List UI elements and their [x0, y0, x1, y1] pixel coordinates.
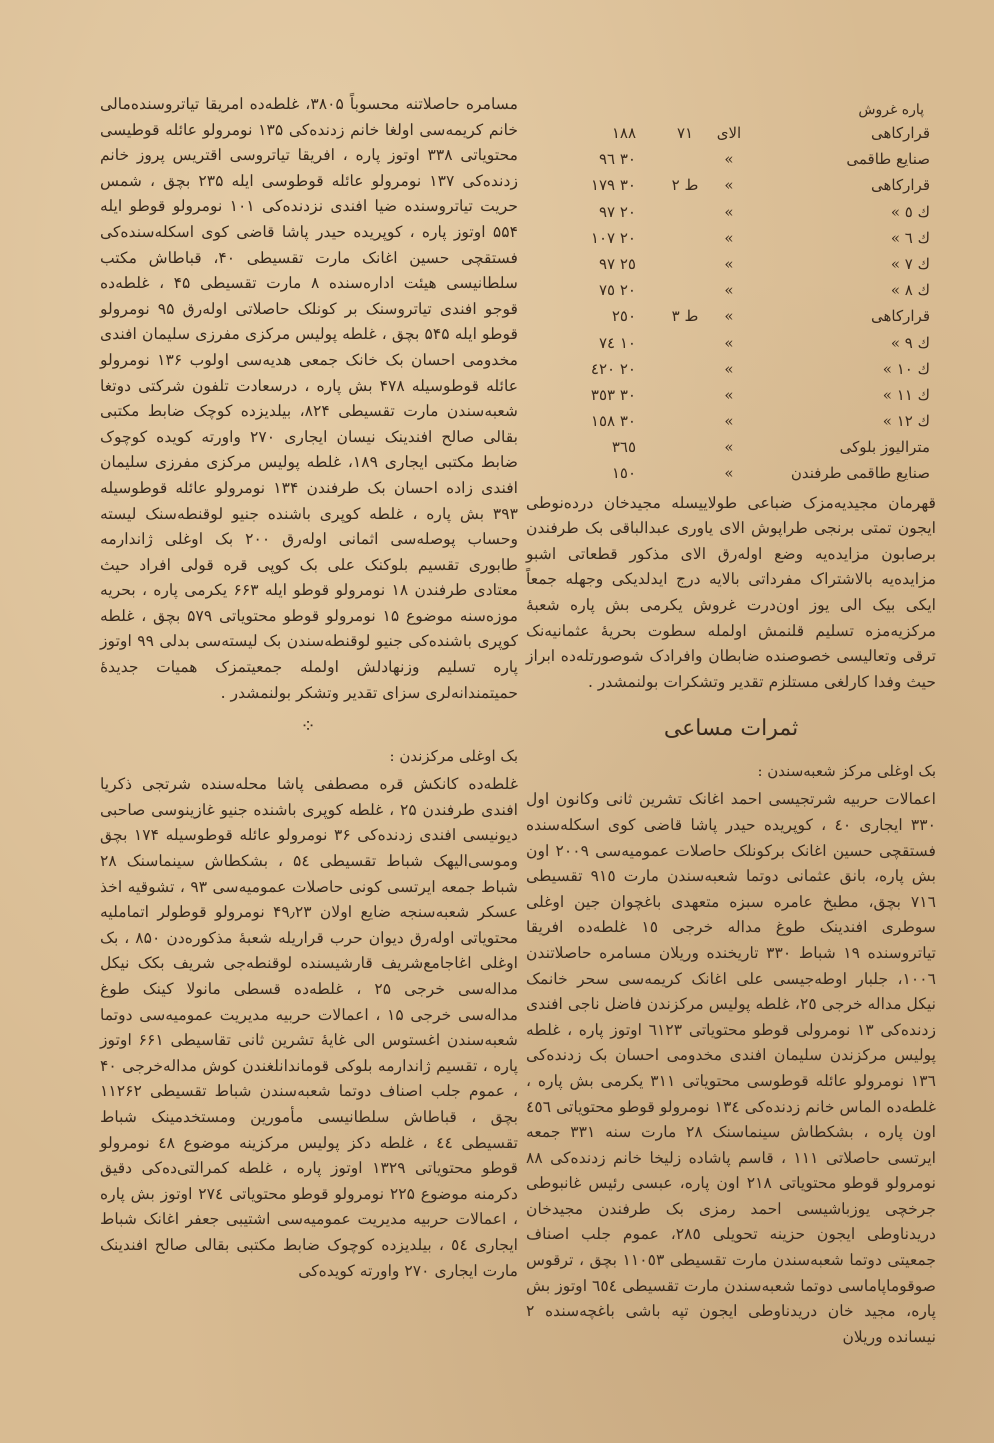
row-desc: ك ٥ » [890, 202, 930, 221]
row-mark: » [724, 307, 734, 326]
row-desc: صنایع طاقمی [846, 150, 930, 169]
table-row [526, 229, 936, 255]
row-mark: » [724, 228, 734, 247]
right-column [526, 100, 936, 1350]
table-header: پاره غروش [858, 102, 924, 118]
row-amount: ۳۰ ۱٥۸ [590, 412, 636, 431]
row-mark: » [724, 359, 734, 378]
right-paragraph-1: قهرمان مجیدیه‌مزک ضباعی طولاییسله مجیدخان دردەنوطی ایجون تمتی برنجی طراپوش الای یاوری عبدالباقی بک طرفندن برصابون مزایده‌یه وضع اوله‌رق الای مذکور قطعاتی اشبو مزایده‌یه بالاشتراک مفرداتی بالایه درج ایدلدیکی وجهله جمعاً ایکی بیک الی یوز اون‌درت غروش یکرمی بش پاره شعبۀ مرکزیه‌مزه تسلیم قلنمش اولمله سطوت بحریۀ عثمانیه‌نک ترقی وتعالیسی خصوصنده ضابطان وافرادک شوصورتله‌ده ابراز حیث وفدا کارلغی مستلزم تقدیر وتشکرات بولنمشدر . [526, 493, 936, 691]
row-amount: ۲۰ ۹۷ [598, 202, 636, 221]
left-paragraph-1: مسامره حاصلاتنه محسوباً ۳۸۰۵، غلطه‌ده امریقا تیاتروسنده‌مالی خانم کریمه‌سی اولغا خانم زدنده‌کی ۱۳۵ نومرولو عائله قوطیسی محتویاتی ۳۳۸ اوتوز پاره ، افریقا تیاتروسی اقتریس پروز خانم زدنده‌کی ۱۳۷ نومرولو عائله قوطوسی ایله ۲۳۵ بچق ، شمس حریت تیاتروسنده ضیا افندی نزدنده‌کی ۱۰۱ نومرولو قوطو ایله ۵۵۴ اوتوز پاره ، کوپریده حیدر پاشا قاضی کوی اسکله‌سنده‌کی فستقچی حسین اغانک مارت تقسیطی ۴۰، قباطاش مکتب سلطانیسی هیئت اداره‌سنده ۸ مارت تقسیطی ۴۵ ، غلطه‌ده قوجو افندی تیاتروسنک بر کونلک حاصلاتی اوله‌رق ۹۵ نومرولو قوطو ایله ۵۴۵ بچق ، غلطه پولیس مرکزی مفرزی سلیمان افندی مخدومی احسان بک خانک جمعی هدیه‌سی اولوب ۱۳۶ نومرولو عائله قوطوسیله ۴۷۸ بش پاره ، درسعادت تلفون شرکتی دوتغا شعبه‌سندن مارت تقسیطی ۸۲۴، بیلدیزده کوچک ضابط مکتبی بقالی صالح افندینک نیسان ایجاری ۲۷۰ واورته کویده کوچوک ضابط مکتبی ایجاری ۱۸۹، غلطه پولیس مرکزی مفرزی سلیمان افندی زاده احسان بک طرفندن ۱۳۴ نومرولو عائله قوطوسیله ۳۹۳ بش پاره ، غلطه کوپری باشنده جنیو لوقنطه‌سنک لیسته وحساب پوصله‌سی اثمانی اوله‌رق ۲۰۰ بک اوغلی ژاندارمه طابوری تقسیم بلوکنک علی بک کوپی قره قولی افراد حیث معتادی طرفندن ۱۸ نومرولو قوطو ایله ۶۶۳ یکرمی پاره ، بحریه موزه‌سنه موضوع ۱۵ نومرولو قوطو محتویاتی ۵۷۹ بچق ، غلطه کوپری باشنده‌کی جنیو لوقنطه‌سندن بک لیسته‌سی بدلی ۹۹ اوتوز پاره تسلیم وزنهادلش اولمله جمعیتمزک همیات جدیدۀ حمیتمندانه‌لری سزای تقدیر وتشکر بولنمشدر . [100, 95, 519, 702]
row-mark: » [724, 150, 734, 169]
row-qty: ۷۱ [676, 124, 694, 142]
section-title: ثمرات مساعی [663, 716, 799, 742]
table-row [526, 386, 936, 412]
row-desc: ك ۱۲ » [882, 412, 930, 431]
row-amount: ۳۰ ۳٥۳ [590, 385, 636, 404]
row-amount: ۱٥۰ [611, 464, 636, 483]
table-row [526, 307, 936, 333]
table-row [526, 150, 936, 176]
row-amount: ۱۸۸ [611, 124, 636, 142]
table-row [526, 334, 936, 360]
table-row [526, 255, 936, 281]
row-mark: » [724, 281, 734, 300]
row-desc: ك ۹ » [890, 333, 930, 352]
row-desc: صنایع طاقمی طرفندن [790, 464, 930, 483]
row-mark: » [724, 385, 734, 404]
row-desc: قرارکاهی [871, 124, 930, 142]
table-row [526, 464, 936, 490]
table-row [526, 412, 936, 438]
row-mark: » [724, 464, 734, 483]
table-row [526, 176, 936, 202]
row-mark: » [724, 176, 734, 195]
row-desc: مترالیوز بلوکی [839, 438, 930, 457]
row-amount: ۲٥۰ [611, 307, 636, 326]
row-mark: الای [716, 124, 742, 142]
row-amount: ۲٥ ۹۷ [598, 254, 636, 273]
section-ornament: ⁘ [300, 716, 318, 738]
row-amount: ۳۰ ۱۷۹ [590, 176, 636, 195]
table-row [526, 281, 936, 307]
row-mark: » [724, 438, 734, 457]
right-paragraph-2: اعمالات حربیه شرتجیسی احمد اغانک تشرین ثانی وکانون اول ۳۳۰ ایجاری ٤۰ ، کوپریده حیدر پاشا قاضی کوی اسکله‌سنده فستقچی حسین اغانک برکونلک حاصلات عمومیه‌سی ۲۰۰۹ اون بش پاره، بانق عثمانی دوتما شعبه‌سندن مارت ۹۱٥ تقسیطی ۷۱٦ بچق، مطبخ عامره سبزه متعهدی باغچوان جین اوغلی سوطری افندینک طوغ مداله خرجی ۱٥ غلطه‌ده افریقا تیاتروسنده ۱۹ شباط ۳۳۰ تاریخنده وریلان مسامره حاصلاتندن ۱۰۰٦، جلبار اوطه‌جیسی علی اغانک کریمه‌سی سحر خانمک نیکل مداله خرجی ۲٥، غلطه پولیس مرکزندن فاضل ناجی افندی زدنده‌کی ۱۳ نومرولی قوطو محتویاتی ٦۱۲۳ اوتوز پاره ، غلطه پولیس مرکزندن سلیمان افندی مخدومی احسان بک زدنده‌کی ۱۳٦ نومرولو عائله قوطوسی محتویاتی ۳۱۱ یکرمی بش پاره ، غلطه‌ده الماس خانم زدنده‌کی ۱۳٤ نومرولو قوطو محتویاتی ٤٥٦ اون پاره ، بشکطاش سینماسنک ۲۸ مارت سنه ۳۳۱ جمعه ایرتسی حاصلاتی ۱۱۱ ، قاسم پاشاده زلیخا خانم زدنده‌کی ۸۸ نومرولو قوطو محتویاتی ۲۱۸ اون پاره، عبسی رئیس غانبوطی جرخچی یوزباشیسی احمد رمزی بک طرفندن مجیدخان دریدناوطی ایجون حزینه تحویلی ۲۸٥، عموم جلب اصناف جمعیتی دوتما شعبه‌سندن مارت تقسیطی ۱۱۰٥۳ بچق ، ترقوس صوقوماپاماسی دوتما شعبه‌سندن مارت تقسیطی ٦٥٤ اوتوز بش پاره، مجید خان دریدناوطی ایجون تپه باشی باغچه‌سنده ۲ نیسانده وریلان [526, 790, 937, 1346]
row-mark: » [724, 202, 734, 221]
table-row [526, 203, 936, 229]
left-column [100, 92, 518, 1284]
row-desc: قرارکاهی [871, 307, 930, 326]
row-qty: ط ۳ [671, 307, 699, 326]
row-desc: ك ۷ » [890, 254, 930, 273]
left-section-heading: بک اوغلی مرکزندن : [389, 747, 518, 766]
row-amount: ۳۰ ۹٦ [598, 150, 636, 169]
row-mark: » [724, 333, 734, 352]
row-amount: ۲۰ ۱۰۷ [590, 228, 636, 247]
row-amount: ۳٦٥ [611, 438, 636, 457]
right-section-heading: بک اوغلی مرکز شعبه‌سندن : [757, 762, 936, 781]
row-qty: ط ۲ [671, 176, 699, 195]
table-row [526, 360, 936, 386]
row-desc: ك ۱۱ » [882, 385, 930, 404]
row-amount: ۲۰ ٤۲۰ [590, 359, 636, 378]
row-desc: ك ٦ » [890, 228, 930, 247]
table-row [526, 124, 936, 150]
row-mark: » [724, 412, 734, 431]
row-desc: ك ۱۰ » [882, 359, 930, 378]
row-mark: » [724, 254, 734, 273]
row-amount: ۱۰ ۷٤ [598, 333, 636, 352]
row-amount: ۲۰ ۷٥ [598, 281, 636, 300]
row-desc: قرارکاهی [871, 176, 930, 195]
left-paragraph-2: غلطه‌ده کانکش قره مصطفی پاشا محله‌سنده شرتجی ذکریا افندی طرفندن ۲۵ ، غلطه کوپری باشنده جنیو غازینوسی صاحبی دیونیسی افندی زدنده‌کی ۳۶ نومرولو عائله قوطوسیله ۱۷۴ بچق وموسی‌الیهک شباط تقسیطی ۵٤ ، بشکطاش سینماسنک ۲۸ شباط جمعه ایرتسی کونی حاصلات عمومیه‌سی ۹۳ ، تشوقیه اخذ عسکر شعبه‌سنجه ضایع اولان ۴۹٫۲۳ نومرولو قوطولر اتماملیه محتویاتی اوله‌رق دیوان حرب قراریله شعبۀ مذکوره‌دن ۸۵۰ ، بک اوغلی اغاجامع‌شریف قارشیسنده لوقنطه‌جی شریف بکک نیکل مداله‌سی خرجی ۲۵ ، غلطه‌ده قسطی مانولا کینک طوغ مداله‌سی خرجی ۱۵ ، اعمالات حربیه مدیریت عمومیه‌سی دوتما شعبه‌سندن اغستوس الی غایۀ تشرین ثانی تقاسیطی ۶۶۱ اوتوز پاره ، تقسیم ژاندارمه بلوکی قوماندانلغندن کوش مداله‌خرجی ۴۰ ، عموم جلب اصناف دوتما شعبه‌سندن شباط تقسیطی ۱۱۲۶۲ بچق ، قباطاش سلطانیسی مأمورین ومستخدمینک شباط تقسیطی ٤٤ ، غلطه دکز پولیس مرکزینه موضوع ٤٨ نومرولو قوطو محتویاتی ۱۳۲۹ اوتوز پاره ، غلطه کمرالتی‌ده‌کی دقیق دکرمنه موضوع ۲۲۵ نومرولو قوطو محتویاتی ۲۷٤ اوتوز بش پاره ، اعمالات حربیه مدیریت عمومیه‌سی اشتیبی جعفر اغانک شباط ایجاری ٥٤ ، بیلدیزده کوچوک ضابط مکتبی بقالی صالح افندینک مارت ایجاری ۲۷۰ واورته کویده‌کی [100, 775, 519, 1280]
donation-table [526, 124, 936, 491]
table-row [526, 438, 936, 464]
row-desc: ك ۸ » [890, 281, 930, 300]
